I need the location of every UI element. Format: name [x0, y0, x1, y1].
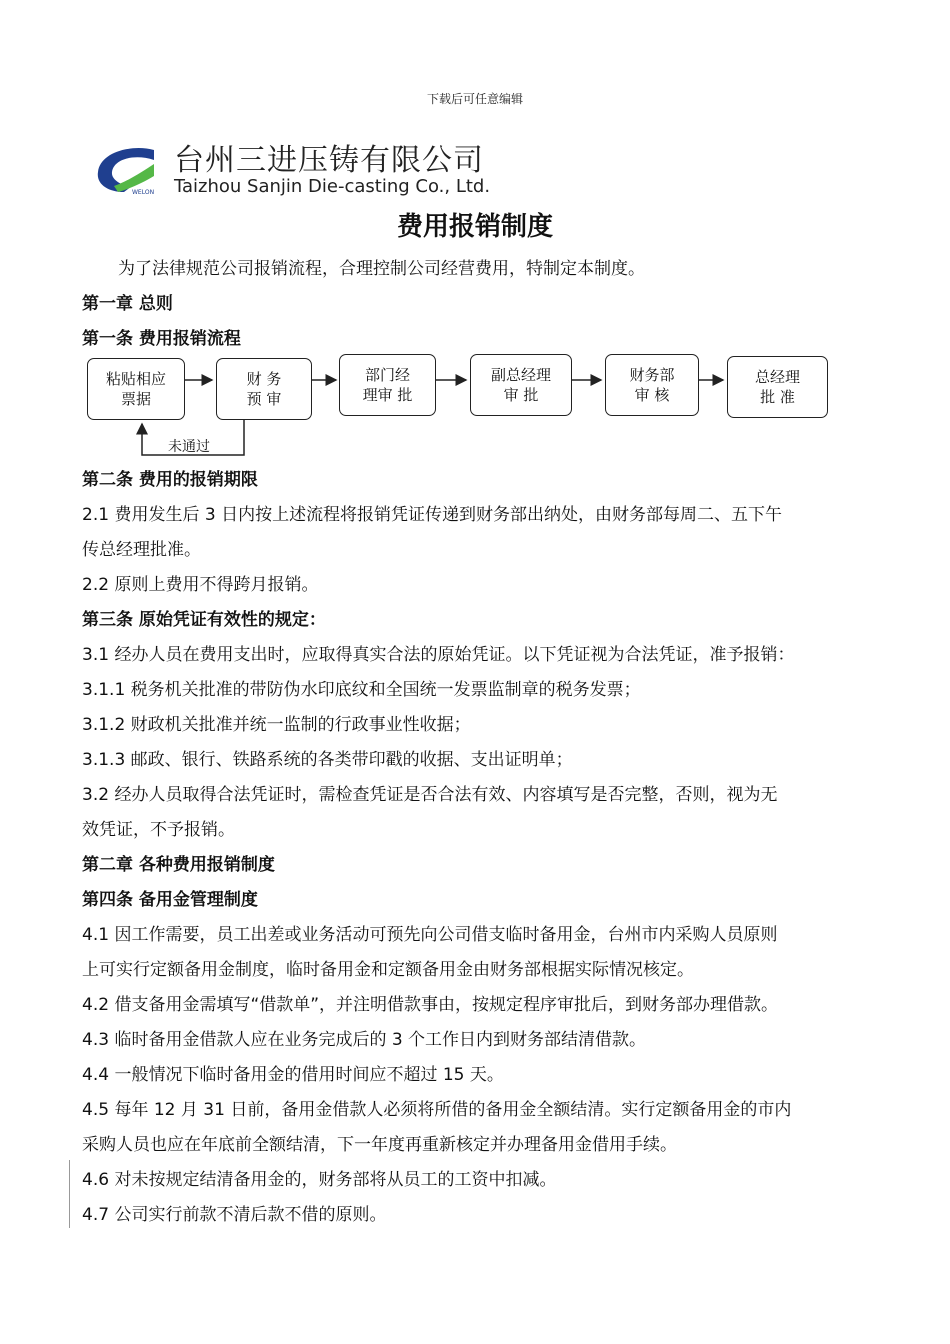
- paragraph: 4.3 临时备用金借款人应在业务完成后的 3 个工作日内到财务部结清借款。: [82, 1030, 647, 1050]
- flow-step-gm-approval: 总经理 批 准: [727, 356, 828, 418]
- flow-step-finance-precheck: 财 务 预 审: [216, 358, 312, 420]
- paragraph: 采购人员也应在年底前全额结清，下一年度再重新核定并办理备用金借用手续。: [82, 1135, 677, 1155]
- download-note: 下载后可任意编辑: [426, 92, 523, 106]
- paragraph: 3.1.1 税务机关批准的带防伪水印底纹和全国统一发票监制章的税务发票；: [82, 680, 641, 700]
- flow-step-receipts: 粘贴相应 票据: [87, 358, 185, 420]
- paragraph: 传总经理批准。: [82, 540, 201, 560]
- intro-paragraph: 为了法律规范公司报销流程，合理控制公司经营费用，特制定本制度。: [118, 259, 645, 279]
- paragraph: 4.7 公司实行前款不清后款不借的原则。: [82, 1205, 387, 1225]
- flow-step-deputy-gm: 副总经理 审 批: [470, 354, 572, 416]
- flow-step-dept-manager: 部门经 理审 批: [339, 354, 436, 416]
- chapter-heading: 第二章 各种费用报销制度: [82, 855, 275, 875]
- chapter-heading: 第一章 总则: [82, 294, 173, 314]
- paragraph: 3.1.3 邮政、银行、铁路系统的各类带印戳的收据、支出证明单；: [82, 750, 573, 770]
- company-logo: [92, 142, 158, 200]
- paragraph: 2.2 原则上费用不得跨月报销。: [82, 575, 319, 595]
- approval-flowchart: [82, 350, 842, 462]
- company-name-cn: 台州三进压铸有限公司: [174, 143, 484, 178]
- paragraph: 4.4 一般情况下临时备用金的借用时间应不超过 15 天。: [82, 1065, 504, 1085]
- swoosh-logo-icon: [92, 142, 158, 196]
- page-title: 费用报销制度: [396, 212, 553, 242]
- paragraph: 2.1 费用发生后 3 日内按上述流程将报销凭证传递到财务部出纳处，由财务部每周二、五下午: [82, 505, 783, 525]
- logo-text: WELON: [132, 189, 155, 196]
- paragraph: 4.5 每年 12 月 31 日前，备用金借款人必须将所借的备用金全额结清。实行定额备用金的市内: [82, 1100, 792, 1120]
- paragraph: 4.6 对未按规定结清备用金的，财务部将从员工的工资中扣减。: [82, 1170, 557, 1190]
- paragraph: 4.1 因工作需要，员工出差或业务活动可预先向公司借支临时备用金，台州市内采购人员原则: [82, 925, 778, 945]
- company-name-en: Taizhou Sanjin Die-casting Co., Ltd.: [174, 176, 491, 197]
- paragraph: 3.1 经办人员在费用支出时，应取得真实合法的原始凭证。以下凭证视为合法凭证，准予报销：: [82, 645, 795, 665]
- flow-step-finance-review: 财务部 审 核: [605, 354, 699, 416]
- paragraph: 3.1.2 财政机关批准并统一监制的行政事业性收据；: [82, 715, 471, 735]
- article-heading: 第一条 费用报销流程: [82, 329, 241, 349]
- article-heading: 第二条 费用的报销期限: [82, 470, 258, 490]
- paragraph: 4.2 借支备用金需填写“借款单”，并注明借款事由，按规定程序审批后，到财务部办理借款。: [82, 995, 779, 1015]
- article-heading: 第四条 备用金管理制度: [82, 890, 258, 910]
- article-heading: 第三条 原始凭证有效性的规定：: [82, 610, 326, 630]
- paragraph: 上可实行定额备用金制度，临时备用金和定额备用金由财务部根据实际情况核定。: [82, 960, 694, 980]
- paragraph: 效凭证，不予报销。: [82, 820, 235, 840]
- flow-reject-label: 未通过: [168, 439, 210, 455]
- paragraph: 3.2 经办人员取得合法凭证时，需检查凭证是否合法有效、内容填写是否完整，否则，视为无: [82, 785, 778, 805]
- revision-bar: [69, 1160, 70, 1228]
